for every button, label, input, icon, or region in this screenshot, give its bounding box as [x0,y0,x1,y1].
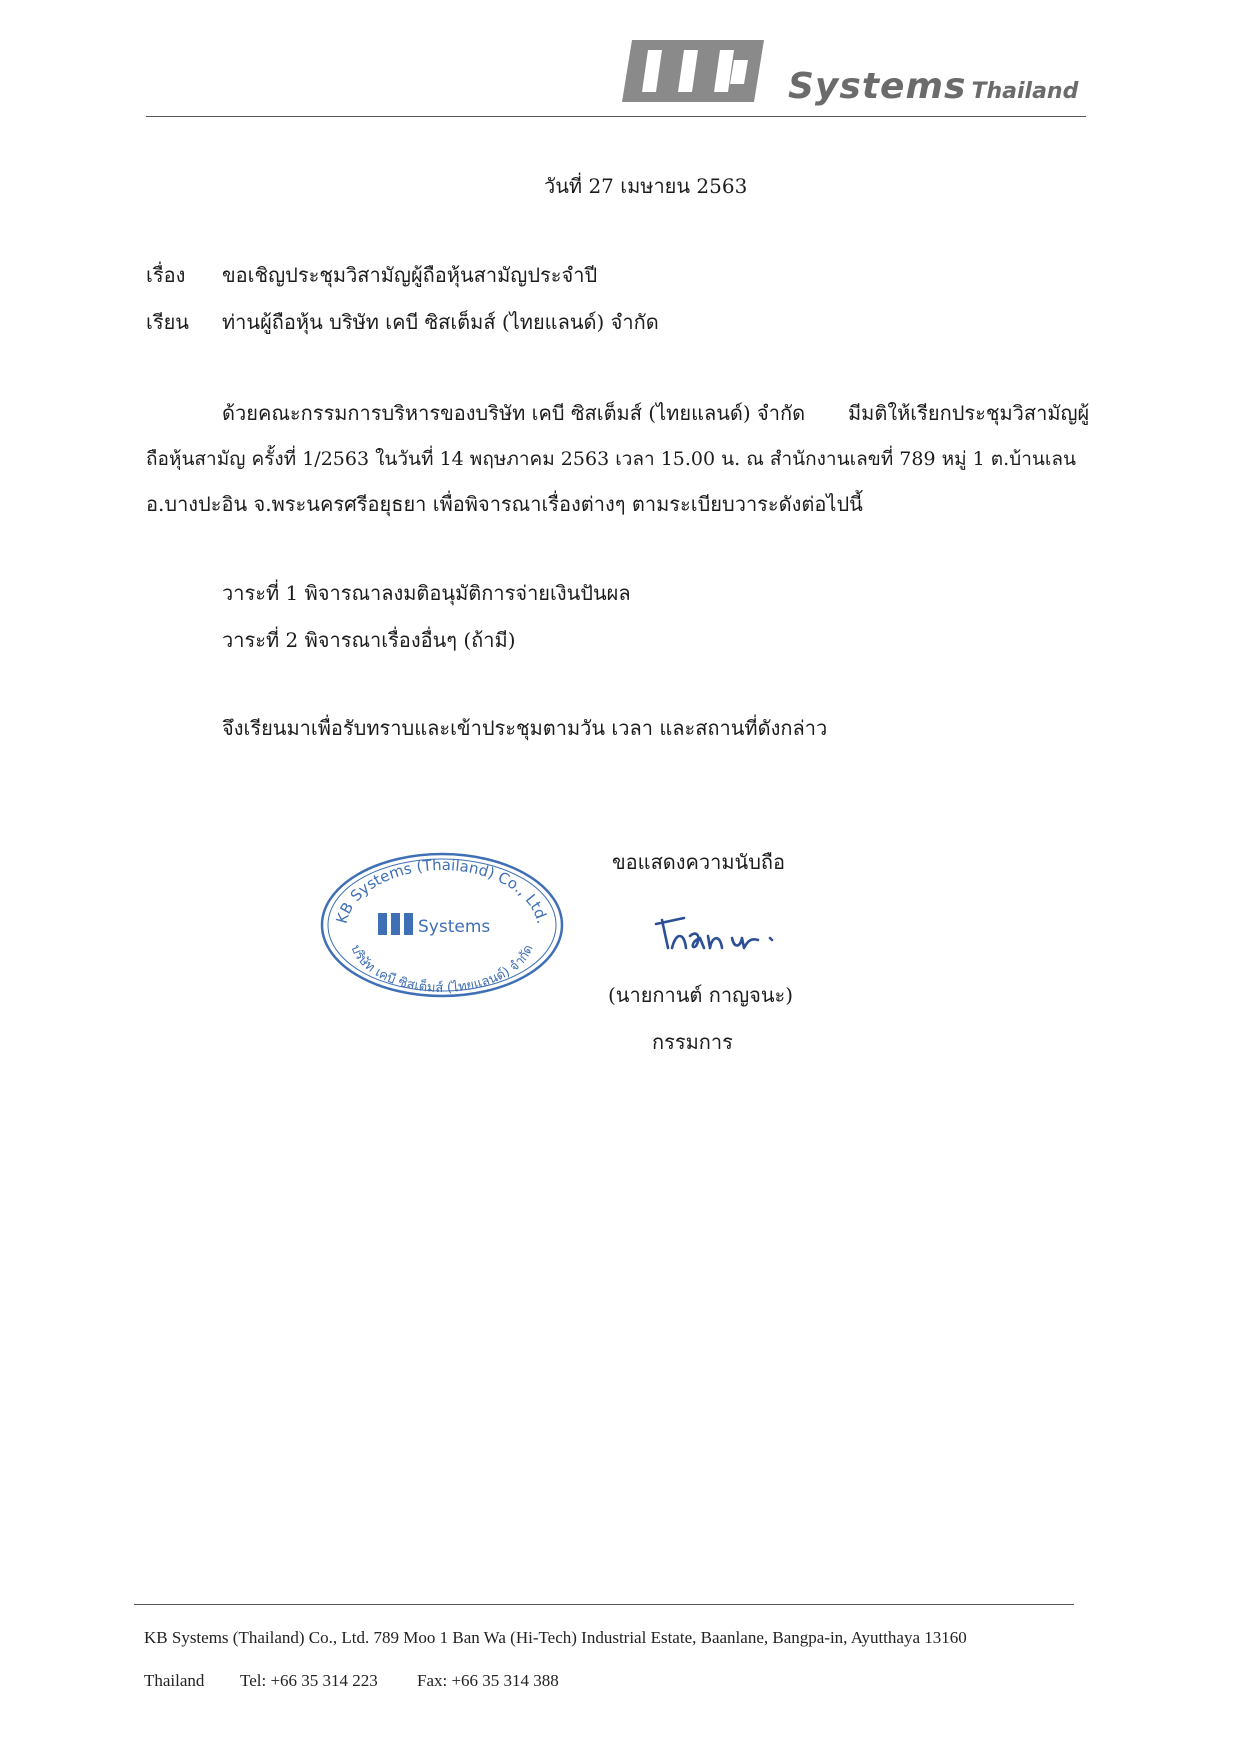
closing-note: จึงเรียนมาเพื่อรับทราบและเข้าประชุมตามวัน เวลา และสถานที่ดังกล่าว [222,716,828,740]
company-seal [318,850,566,1000]
footer-address: KB Systems (Thailand) Co., Ltd. 789 Moo 1 Ban Wa (Hi-Tech) Industrial Estate, Baanlane, Bangpa-in, Ayutthaya 13160 [144,1628,967,1647]
brand-thailand: Thailand [971,79,1079,104]
body-line-2: ถือหุ้นสามัญ ครั้งที่ 1/2563 ในวันที่ 14 พฤษภาคม 2563 เวลา 15.00 น. ณ สำนักงานเลขที่ 789 หมู่ 1 ต.บ้านเลน [146,448,1077,470]
letter-date: วันที่ 27 เมษายน 2563 [544,174,748,198]
agenda-item: วาระที่ 2 พิจารณาเรื่องอื่นๆ (ถ้ามี) [222,628,516,652]
body-line-1b: มีมติให้เรียกประชุมวิสามัญผู้ [848,401,1090,425]
brand-systems: Systems [788,66,967,107]
subject-label: เรื่อง [146,263,186,287]
seal-top-text: KB Systems (Thailand) Co., Ltd. [332,855,552,926]
footer-fax: Fax: +66 35 314 388 [417,1671,559,1690]
company-logo [618,36,1088,110]
subject-text: ขอเชิญประชุมวิสามัญผู้ถือหุ้นสามัญประจำปี [222,263,598,287]
seal-bottom-text: บริษัท เคบี ซิสเต็มส์ (ไทยแลนด์) จำกัด [347,942,537,997]
header-rule [146,116,1086,117]
seal-center-text: Systems [418,917,491,937]
footer-rule [134,1604,1074,1605]
signer-name: (นายกานต์ กาญจนะ) [608,983,794,1007]
recipient-label: เรียน [146,310,189,334]
signer-title: กรรมการ [652,1030,733,1054]
agenda-item: วาระที่ 1 พิจารณาลงมติอนุมัติการจ่ายเงินปันผล [222,581,631,605]
body-line-3: อ.บางปะอิน จ.พระนครศรีอยุธยา เพื่อพิจารณาเรื่องต่างๆ ตามระเบียบวาระดังต่อไปนี้ [146,492,863,516]
seal-kb-mark [378,913,413,935]
footer-tel: Tel: +66 35 314 223 [240,1671,378,1690]
recipient-text: ท่านผู้ถือหุ้น บริษัท เคบี ซิสเต็มส์ (ไทยแลนด์) จำกัด [222,310,659,334]
brand-name [788,66,1078,107]
salutation: ขอแสดงความนับถือ [612,850,786,874]
kb-logo-mark [618,36,768,106]
body-line-1a: ด้วยคณะกรรมการบริหารของบริษัท เคบี ซิสเต็มส์ (ไทยแลนด์) จำกัด [222,401,806,425]
signature [654,908,804,958]
footer-country: Thailand [144,1671,205,1690]
